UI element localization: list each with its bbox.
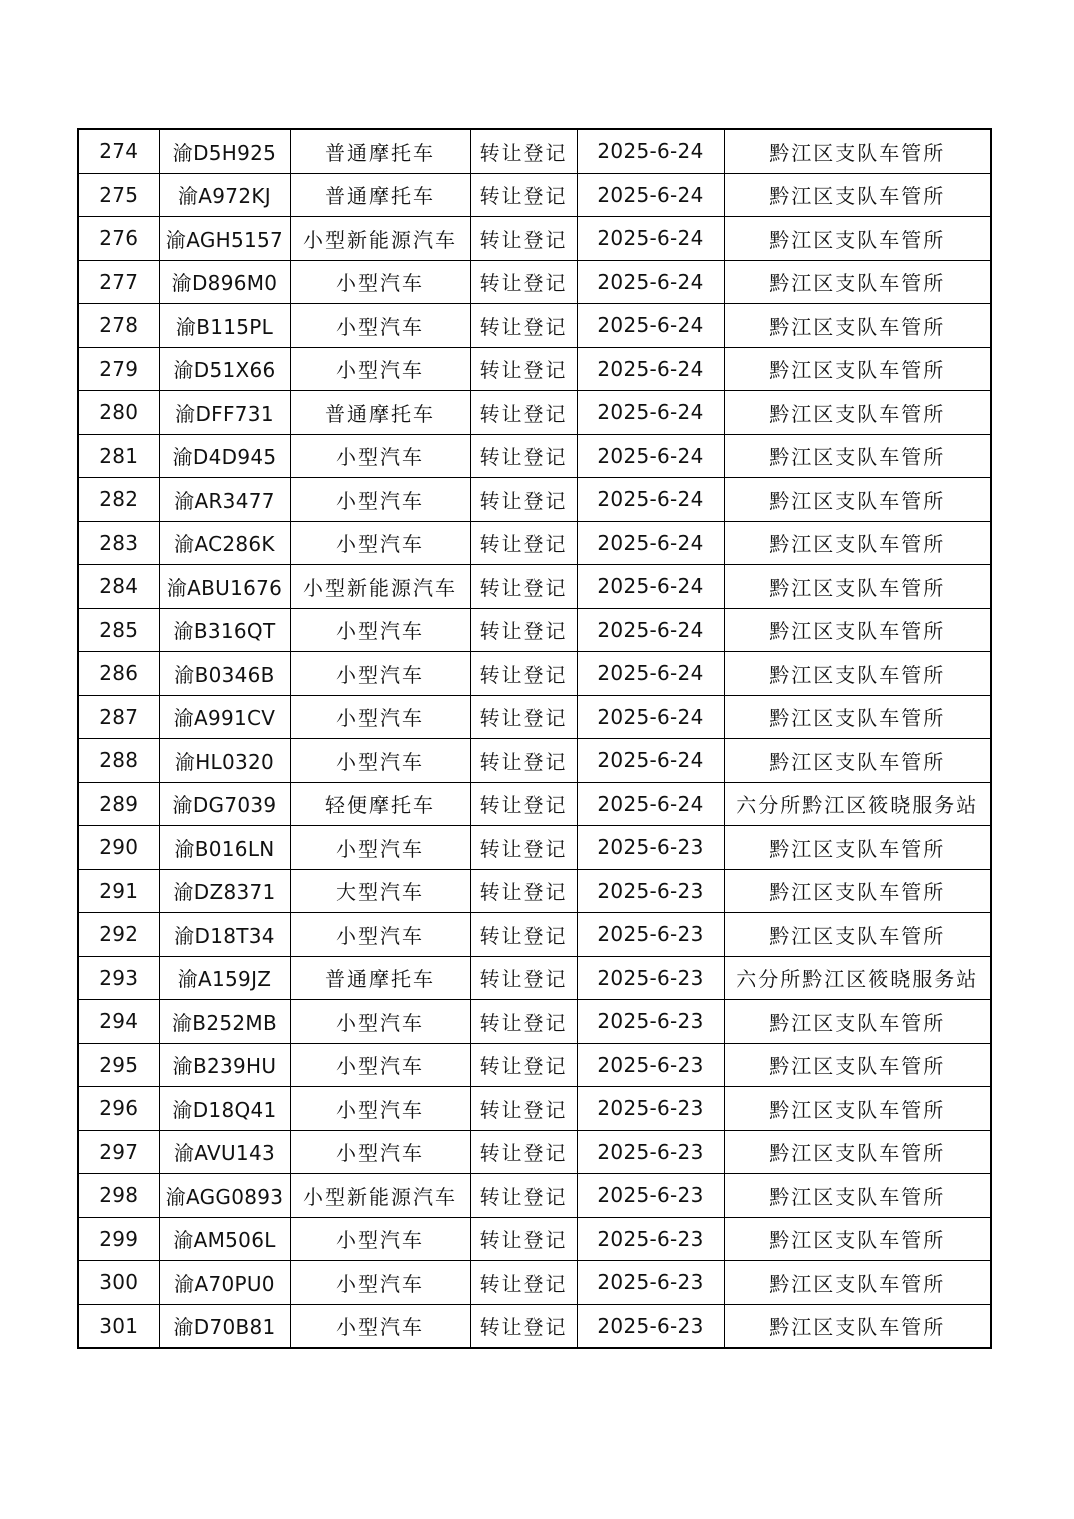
business-type-cell: 转让登记 <box>470 1174 577 1218</box>
date-cell: 2025-6-24 <box>577 173 724 217</box>
table-row <box>78 478 991 522</box>
row-number-cell: 285 <box>78 608 159 652</box>
vehicle-type-cell: 小型新能源汽车 <box>290 565 470 609</box>
plate-number-cell: 渝A70PU0 <box>159 1261 290 1305</box>
business-type-cell: 转让登记 <box>470 173 577 217</box>
table-row <box>78 1043 991 1087</box>
plate-number-cell: 渝AGG0893 <box>159 1174 290 1218</box>
table-row <box>78 652 991 696</box>
date-cell: 2025-6-23 <box>577 1174 724 1218</box>
department-cell: 黔江区支队车管所 <box>724 1217 991 1261</box>
vehicle-type-cell: 轻便摩托车 <box>290 782 470 826</box>
table-row <box>78 739 991 783</box>
business-type-cell: 转让登记 <box>470 826 577 870</box>
vehicle-type-cell: 小型汽车 <box>290 1000 470 1044</box>
vehicle-type-cell: 普通摩托车 <box>290 129 470 173</box>
table-row <box>78 1174 991 1218</box>
business-type-cell: 转让登记 <box>470 565 577 609</box>
table-row <box>78 434 991 478</box>
business-type-cell: 转让登记 <box>470 1000 577 1044</box>
row-number-cell: 293 <box>78 956 159 1000</box>
vehicle-type-cell: 小型汽车 <box>290 826 470 870</box>
vehicle-type-cell: 小型汽车 <box>290 1043 470 1087</box>
plate-number-cell: 渝HL0320 <box>159 739 290 783</box>
business-type-cell: 转让登记 <box>470 217 577 261</box>
department-cell: 黔江区支队车管所 <box>724 1000 991 1044</box>
department-cell: 黔江区支队车管所 <box>724 826 991 870</box>
vehicle-type-cell: 小型汽车 <box>290 695 470 739</box>
plate-number-cell: 渝B252MB <box>159 1000 290 1044</box>
date-cell: 2025-6-24 <box>577 608 724 652</box>
department-cell: 黔江区支队车管所 <box>724 260 991 304</box>
department-cell: 黔江区支队车管所 <box>724 695 991 739</box>
plate-number-cell: 渝B115PL <box>159 304 290 348</box>
plate-number-cell: 渝AR3477 <box>159 478 290 522</box>
business-type-cell: 转让登记 <box>470 1087 577 1131</box>
date-cell: 2025-6-23 <box>577 869 724 913</box>
table-row <box>78 1217 991 1261</box>
date-cell: 2025-6-23 <box>577 1217 724 1261</box>
date-cell: 2025-6-24 <box>577 565 724 609</box>
plate-number-cell: 渝B0346B <box>159 652 290 696</box>
vehicle-type-cell: 普通摩托车 <box>290 956 470 1000</box>
date-cell: 2025-6-24 <box>577 521 724 565</box>
row-number-cell: 294 <box>78 1000 159 1044</box>
vehicle-type-cell: 小型汽车 <box>290 304 470 348</box>
plate-number-cell: 渝AC286K <box>159 521 290 565</box>
plate-number-cell: 渝D18Q41 <box>159 1087 290 1131</box>
table-row <box>78 695 991 739</box>
vehicle-type-cell: 小型汽车 <box>290 260 470 304</box>
date-cell: 2025-6-23 <box>577 956 724 1000</box>
plate-number-cell: 渝D896M0 <box>159 260 290 304</box>
business-type-cell: 转让登记 <box>470 129 577 173</box>
row-number-cell: 276 <box>78 217 159 261</box>
business-type-cell: 转让登记 <box>470 869 577 913</box>
row-number-cell: 292 <box>78 913 159 957</box>
business-type-cell: 转让登记 <box>470 521 577 565</box>
department-cell: 黔江区支队车管所 <box>724 652 991 696</box>
table-row <box>78 129 991 173</box>
date-cell: 2025-6-24 <box>577 391 724 435</box>
table-row <box>78 173 991 217</box>
table-row <box>78 260 991 304</box>
row-number-cell: 275 <box>78 173 159 217</box>
date-cell: 2025-6-24 <box>577 782 724 826</box>
department-cell: 黔江区支队车管所 <box>724 347 991 391</box>
department-cell: 黔江区支队车管所 <box>724 521 991 565</box>
registration-records-table <box>77 128 992 1349</box>
department-cell: 黔江区支队车管所 <box>724 1304 991 1348</box>
department-cell: 黔江区支队车管所 <box>724 1043 991 1087</box>
row-number-cell: 299 <box>78 1217 159 1261</box>
vehicle-type-cell: 小型汽车 <box>290 1304 470 1348</box>
business-type-cell: 转让登记 <box>470 652 577 696</box>
row-number-cell: 297 <box>78 1130 159 1174</box>
row-number-cell: 298 <box>78 1174 159 1218</box>
row-number-cell: 277 <box>78 260 159 304</box>
department-cell: 黔江区支队车管所 <box>724 434 991 478</box>
vehicle-type-cell: 小型汽车 <box>290 913 470 957</box>
date-cell: 2025-6-23 <box>577 826 724 870</box>
business-type-cell: 转让登记 <box>470 260 577 304</box>
department-cell: 黔江区支队车管所 <box>724 869 991 913</box>
date-cell: 2025-6-24 <box>577 347 724 391</box>
row-number-cell: 278 <box>78 304 159 348</box>
row-number-cell: 291 <box>78 869 159 913</box>
date-cell: 2025-6-24 <box>577 739 724 783</box>
department-cell: 六分所黔江区筱晓服务站 <box>724 782 991 826</box>
vehicle-type-cell: 小型汽车 <box>290 1130 470 1174</box>
business-type-cell: 转让登记 <box>470 608 577 652</box>
vehicle-type-cell: 小型新能源汽车 <box>290 217 470 261</box>
vehicle-type-cell: 小型汽车 <box>290 521 470 565</box>
table-row <box>78 782 991 826</box>
date-cell: 2025-6-24 <box>577 217 724 261</box>
department-cell: 黔江区支队车管所 <box>724 565 991 609</box>
department-cell: 黔江区支队车管所 <box>724 173 991 217</box>
table-row <box>78 869 991 913</box>
table-row <box>78 826 991 870</box>
business-type-cell: 转让登记 <box>470 782 577 826</box>
plate-number-cell: 渝AVU143 <box>159 1130 290 1174</box>
department-cell: 黔江区支队车管所 <box>724 608 991 652</box>
date-cell: 2025-6-23 <box>577 1043 724 1087</box>
date-cell: 2025-6-23 <box>577 1130 724 1174</box>
business-type-cell: 转让登记 <box>470 1261 577 1305</box>
plate-number-cell: 渝AGH5157 <box>159 217 290 261</box>
table-row <box>78 608 991 652</box>
plate-number-cell: 渝A991CV <box>159 695 290 739</box>
date-cell: 2025-6-23 <box>577 1087 724 1131</box>
department-cell: 黔江区支队车管所 <box>724 739 991 783</box>
row-number-cell: 289 <box>78 782 159 826</box>
department-cell: 黔江区支队车管所 <box>724 1261 991 1305</box>
date-cell: 2025-6-24 <box>577 695 724 739</box>
table-row <box>78 1000 991 1044</box>
plate-number-cell: 渝D51X66 <box>159 347 290 391</box>
business-type-cell: 转让登记 <box>470 1217 577 1261</box>
date-cell: 2025-6-24 <box>577 129 724 173</box>
vehicle-type-cell: 小型汽车 <box>290 478 470 522</box>
row-number-cell: 279 <box>78 347 159 391</box>
row-number-cell: 296 <box>78 1087 159 1131</box>
vehicle-type-cell: 小型汽车 <box>290 739 470 783</box>
plate-number-cell: 渝A972KJ <box>159 173 290 217</box>
table-row <box>78 1261 991 1305</box>
business-type-cell: 转让登记 <box>470 1304 577 1348</box>
department-cell: 黔江区支队车管所 <box>724 129 991 173</box>
date-cell: 2025-6-24 <box>577 652 724 696</box>
department-cell: 六分所黔江区筱晓服务站 <box>724 956 991 1000</box>
table-row <box>78 1304 991 1348</box>
business-type-cell: 转让登记 <box>470 391 577 435</box>
row-number-cell: 283 <box>78 521 159 565</box>
vehicle-type-cell: 小型汽车 <box>290 434 470 478</box>
row-number-cell: 274 <box>78 129 159 173</box>
business-type-cell: 转让登记 <box>470 304 577 348</box>
row-number-cell: 290 <box>78 826 159 870</box>
business-type-cell: 转让登记 <box>470 1130 577 1174</box>
business-type-cell: 转让登记 <box>470 739 577 783</box>
row-number-cell: 287 <box>78 695 159 739</box>
table-row <box>78 956 991 1000</box>
row-number-cell: 280 <box>78 391 159 435</box>
vehicle-type-cell: 小型汽车 <box>290 608 470 652</box>
vehicle-type-cell: 小型汽车 <box>290 1217 470 1261</box>
date-cell: 2025-6-23 <box>577 1261 724 1305</box>
department-cell: 黔江区支队车管所 <box>724 217 991 261</box>
department-cell: 黔江区支队车管所 <box>724 1174 991 1218</box>
vehicle-type-cell: 普通摩托车 <box>290 391 470 435</box>
department-cell: 黔江区支队车管所 <box>724 1130 991 1174</box>
department-cell: 黔江区支队车管所 <box>724 304 991 348</box>
plate-number-cell: 渝D18T34 <box>159 913 290 957</box>
vehicle-type-cell: 小型新能源汽车 <box>290 1174 470 1218</box>
department-cell: 黔江区支队车管所 <box>724 478 991 522</box>
plate-number-cell: 渝DFF731 <box>159 391 290 435</box>
row-number-cell: 301 <box>78 1304 159 1348</box>
plate-number-cell: 渝D5H925 <box>159 129 290 173</box>
date-cell: 2025-6-23 <box>577 1000 724 1044</box>
registration-records-body <box>78 129 991 1348</box>
row-number-cell: 300 <box>78 1261 159 1305</box>
business-type-cell: 转让登记 <box>470 695 577 739</box>
business-type-cell: 转让登记 <box>470 434 577 478</box>
table-row <box>78 1087 991 1131</box>
plate-number-cell: 渝A159JZ <box>159 956 290 1000</box>
table-row <box>78 304 991 348</box>
table-row <box>78 565 991 609</box>
business-type-cell: 转让登记 <box>470 347 577 391</box>
business-type-cell: 转让登记 <box>470 478 577 522</box>
plate-number-cell: 渝D4D945 <box>159 434 290 478</box>
date-cell: 2025-6-24 <box>577 434 724 478</box>
row-number-cell: 281 <box>78 434 159 478</box>
row-number-cell: 284 <box>78 565 159 609</box>
row-number-cell: 286 <box>78 652 159 696</box>
date-cell: 2025-6-24 <box>577 478 724 522</box>
table-row <box>78 217 991 261</box>
department-cell: 黔江区支队车管所 <box>724 1087 991 1131</box>
date-cell: 2025-6-24 <box>577 304 724 348</box>
plate-number-cell: 渝ABU1676 <box>159 565 290 609</box>
business-type-cell: 转让登记 <box>470 956 577 1000</box>
business-type-cell: 转让登记 <box>470 913 577 957</box>
vehicle-type-cell: 普通摩托车 <box>290 173 470 217</box>
plate-number-cell: 渝B239HU <box>159 1043 290 1087</box>
table-row <box>78 521 991 565</box>
vehicle-type-cell: 大型汽车 <box>290 869 470 913</box>
business-type-cell: 转让登记 <box>470 1043 577 1087</box>
date-cell: 2025-6-24 <box>577 260 724 304</box>
department-cell: 黔江区支队车管所 <box>724 391 991 435</box>
row-number-cell: 288 <box>78 739 159 783</box>
plate-number-cell: 渝AM506L <box>159 1217 290 1261</box>
row-number-cell: 295 <box>78 1043 159 1087</box>
date-cell: 2025-6-23 <box>577 1304 724 1348</box>
plate-number-cell: 渝B316QT <box>159 608 290 652</box>
plate-number-cell: 渝D70B81 <box>159 1304 290 1348</box>
vehicle-type-cell: 小型汽车 <box>290 347 470 391</box>
table-row <box>78 391 991 435</box>
date-cell: 2025-6-23 <box>577 913 724 957</box>
plate-number-cell: 渝DZ8371 <box>159 869 290 913</box>
row-number-cell: 282 <box>78 478 159 522</box>
plate-number-cell: 渝B016LN <box>159 826 290 870</box>
table-row <box>78 913 991 957</box>
vehicle-type-cell: 小型汽车 <box>290 1087 470 1131</box>
vehicle-type-cell: 小型汽车 <box>290 1261 470 1305</box>
department-cell: 黔江区支队车管所 <box>724 913 991 957</box>
table-row <box>78 347 991 391</box>
table-row <box>78 1130 991 1174</box>
plate-number-cell: 渝DG7039 <box>159 782 290 826</box>
vehicle-type-cell: 小型汽车 <box>290 652 470 696</box>
